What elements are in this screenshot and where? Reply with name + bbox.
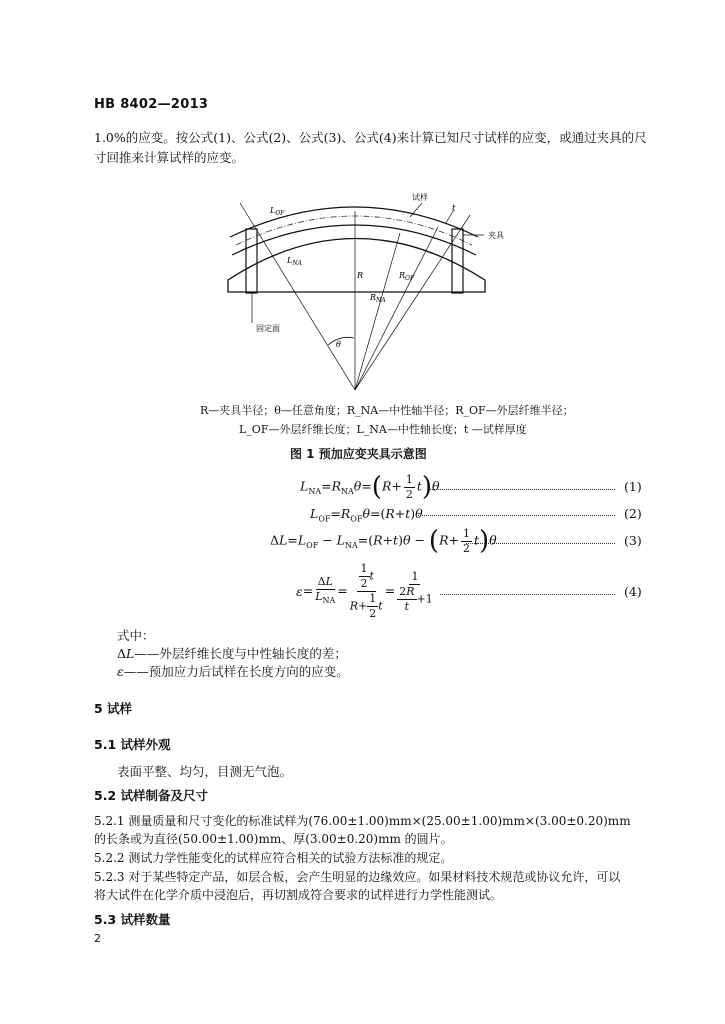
radius-line-right <box>355 215 470 390</box>
legend-line-2: L_OF—外层纤维长度；L_NA—中性轴长度；t —试样厚度 <box>239 423 527 436</box>
left-clamp <box>246 229 257 293</box>
where-def-2-text: ——预加应力后试样在长度方向的应变。 <box>123 664 349 679</box>
document-code: HB 8402—2013 <box>94 97 209 112</box>
section-5-heading: 5 试样 <box>94 701 133 716</box>
equation-1: $L_{NA}=R_{NA}\theta=(R+$ $\frac{1}{2}$ t)θ <box>300 472 440 502</box>
equation-4-dots <box>440 594 615 595</box>
label-specimen: 试样 <box>412 193 428 202</box>
equation-2: $L_{OF}=R_{OF}\theta=(R+t)\theta$ <box>310 506 423 524</box>
label-r: R <box>357 271 364 280</box>
label-lna: $L_{NA}$ <box>287 256 302 267</box>
equation-3: $\Delta L=L_{OF} - L_{NA}=(R+t)\theta - (R+$ $\frac{1}{2}$ t)θ <box>270 526 497 556</box>
right-clamp <box>452 229 463 293</box>
equation-2-dots <box>418 515 615 516</box>
section-5-1-heading: 5.1 试样外观 <box>94 737 171 752</box>
section-5-2-1-line-1: 5.2.1 测量质量和尺寸变化的标准试样为(76.00±1.00)mm×(25.00±1.00)mm×(3.00±0.20)mm <box>94 814 631 828</box>
where-def-1: ΔL——外层纤维长度与中性轴长度的差； <box>117 646 347 661</box>
label-rna: $R_{NA}$ <box>370 293 386 304</box>
where-def-1-text: ——外层纤维长度与中性轴长度的差； <box>134 646 347 661</box>
label-t: t <box>452 204 456 214</box>
section-5-2-3-line-2: 将大试件在化学介质中浸泡后，再切割成符合要求的试样进行力学性能测试。 <box>94 888 503 902</box>
label-fixture: 夹具 <box>488 231 504 240</box>
equation-1-number: (1) <box>624 479 642 494</box>
section-5-2-heading: 5.2 试样制备及尺寸 <box>94 788 208 803</box>
specimen-inner-edge <box>232 225 476 255</box>
label-lof: $L_{OF}$ <box>270 206 285 217</box>
label-fixed-face: 固定面 <box>256 324 280 333</box>
intro-line-2: 寸回推来计算试样的应变。 <box>94 150 245 165</box>
equation-4: ε= $\frac{\Delta L}{L_{NA}}$ = $\frac{1}{2}$ t R+ $\frac{1}{2}$ t = 1 $\frac{2R}{t}$ +1 <box>296 562 433 620</box>
prestrain-fixture-diagram <box>200 185 520 400</box>
legend-line-1: R—夹具半径；θ—任意角度；R_NA—中性轴半径；R_OF—外层纤维半径； <box>200 404 574 417</box>
theta-arc <box>328 337 354 345</box>
section-5-3-heading: 5.3 试样数量 <box>94 912 171 927</box>
label-theta: θ <box>336 340 341 349</box>
equation-3-dots <box>466 543 615 544</box>
equation-1-dots <box>430 489 615 490</box>
page-number: 2 <box>94 932 101 945</box>
section-5-2-2: 5.2.2 测试力学性能变化的试样应符合相关的试验方法标准的规定。 <box>94 851 453 865</box>
equation-3-number: (3) <box>624 533 642 548</box>
radius-line-rof <box>355 227 438 390</box>
where-label: 式中： <box>117 628 155 643</box>
where-def-2: ε——预加应力后试样在长度方向的应变。 <box>117 664 349 679</box>
equation-4-number: (4) <box>624 584 642 599</box>
intro-line-1: 1.0%的应变。按公式(1)、公式(2)、公式(3)、公式(4)来计算已知尺寸试样的应变，或通过夹具的尺 <box>94 130 647 145</box>
section-5-2-1-line-2: 的长条或为直径(50.00±1.00)mm、厚(3.00±0.20)mm 的圆片。 <box>94 832 453 846</box>
equation-2-number: (2) <box>624 506 642 521</box>
specimen-outer-edge <box>230 207 478 237</box>
section-5-1-text: 表面平整、均匀，目测无气泡。 <box>117 764 293 779</box>
section-5-2-3-line-1: 5.2.3 对于某些特定产品，如层合板，会产生明显的边缘效应。如果材料技术规范或协议允许，可以 <box>94 870 621 884</box>
figure-title: 图 1 预加应变夹具示意图 <box>290 447 427 461</box>
label-rof: $R_{OF}$ <box>399 271 415 282</box>
radius-line-rna <box>355 233 400 390</box>
